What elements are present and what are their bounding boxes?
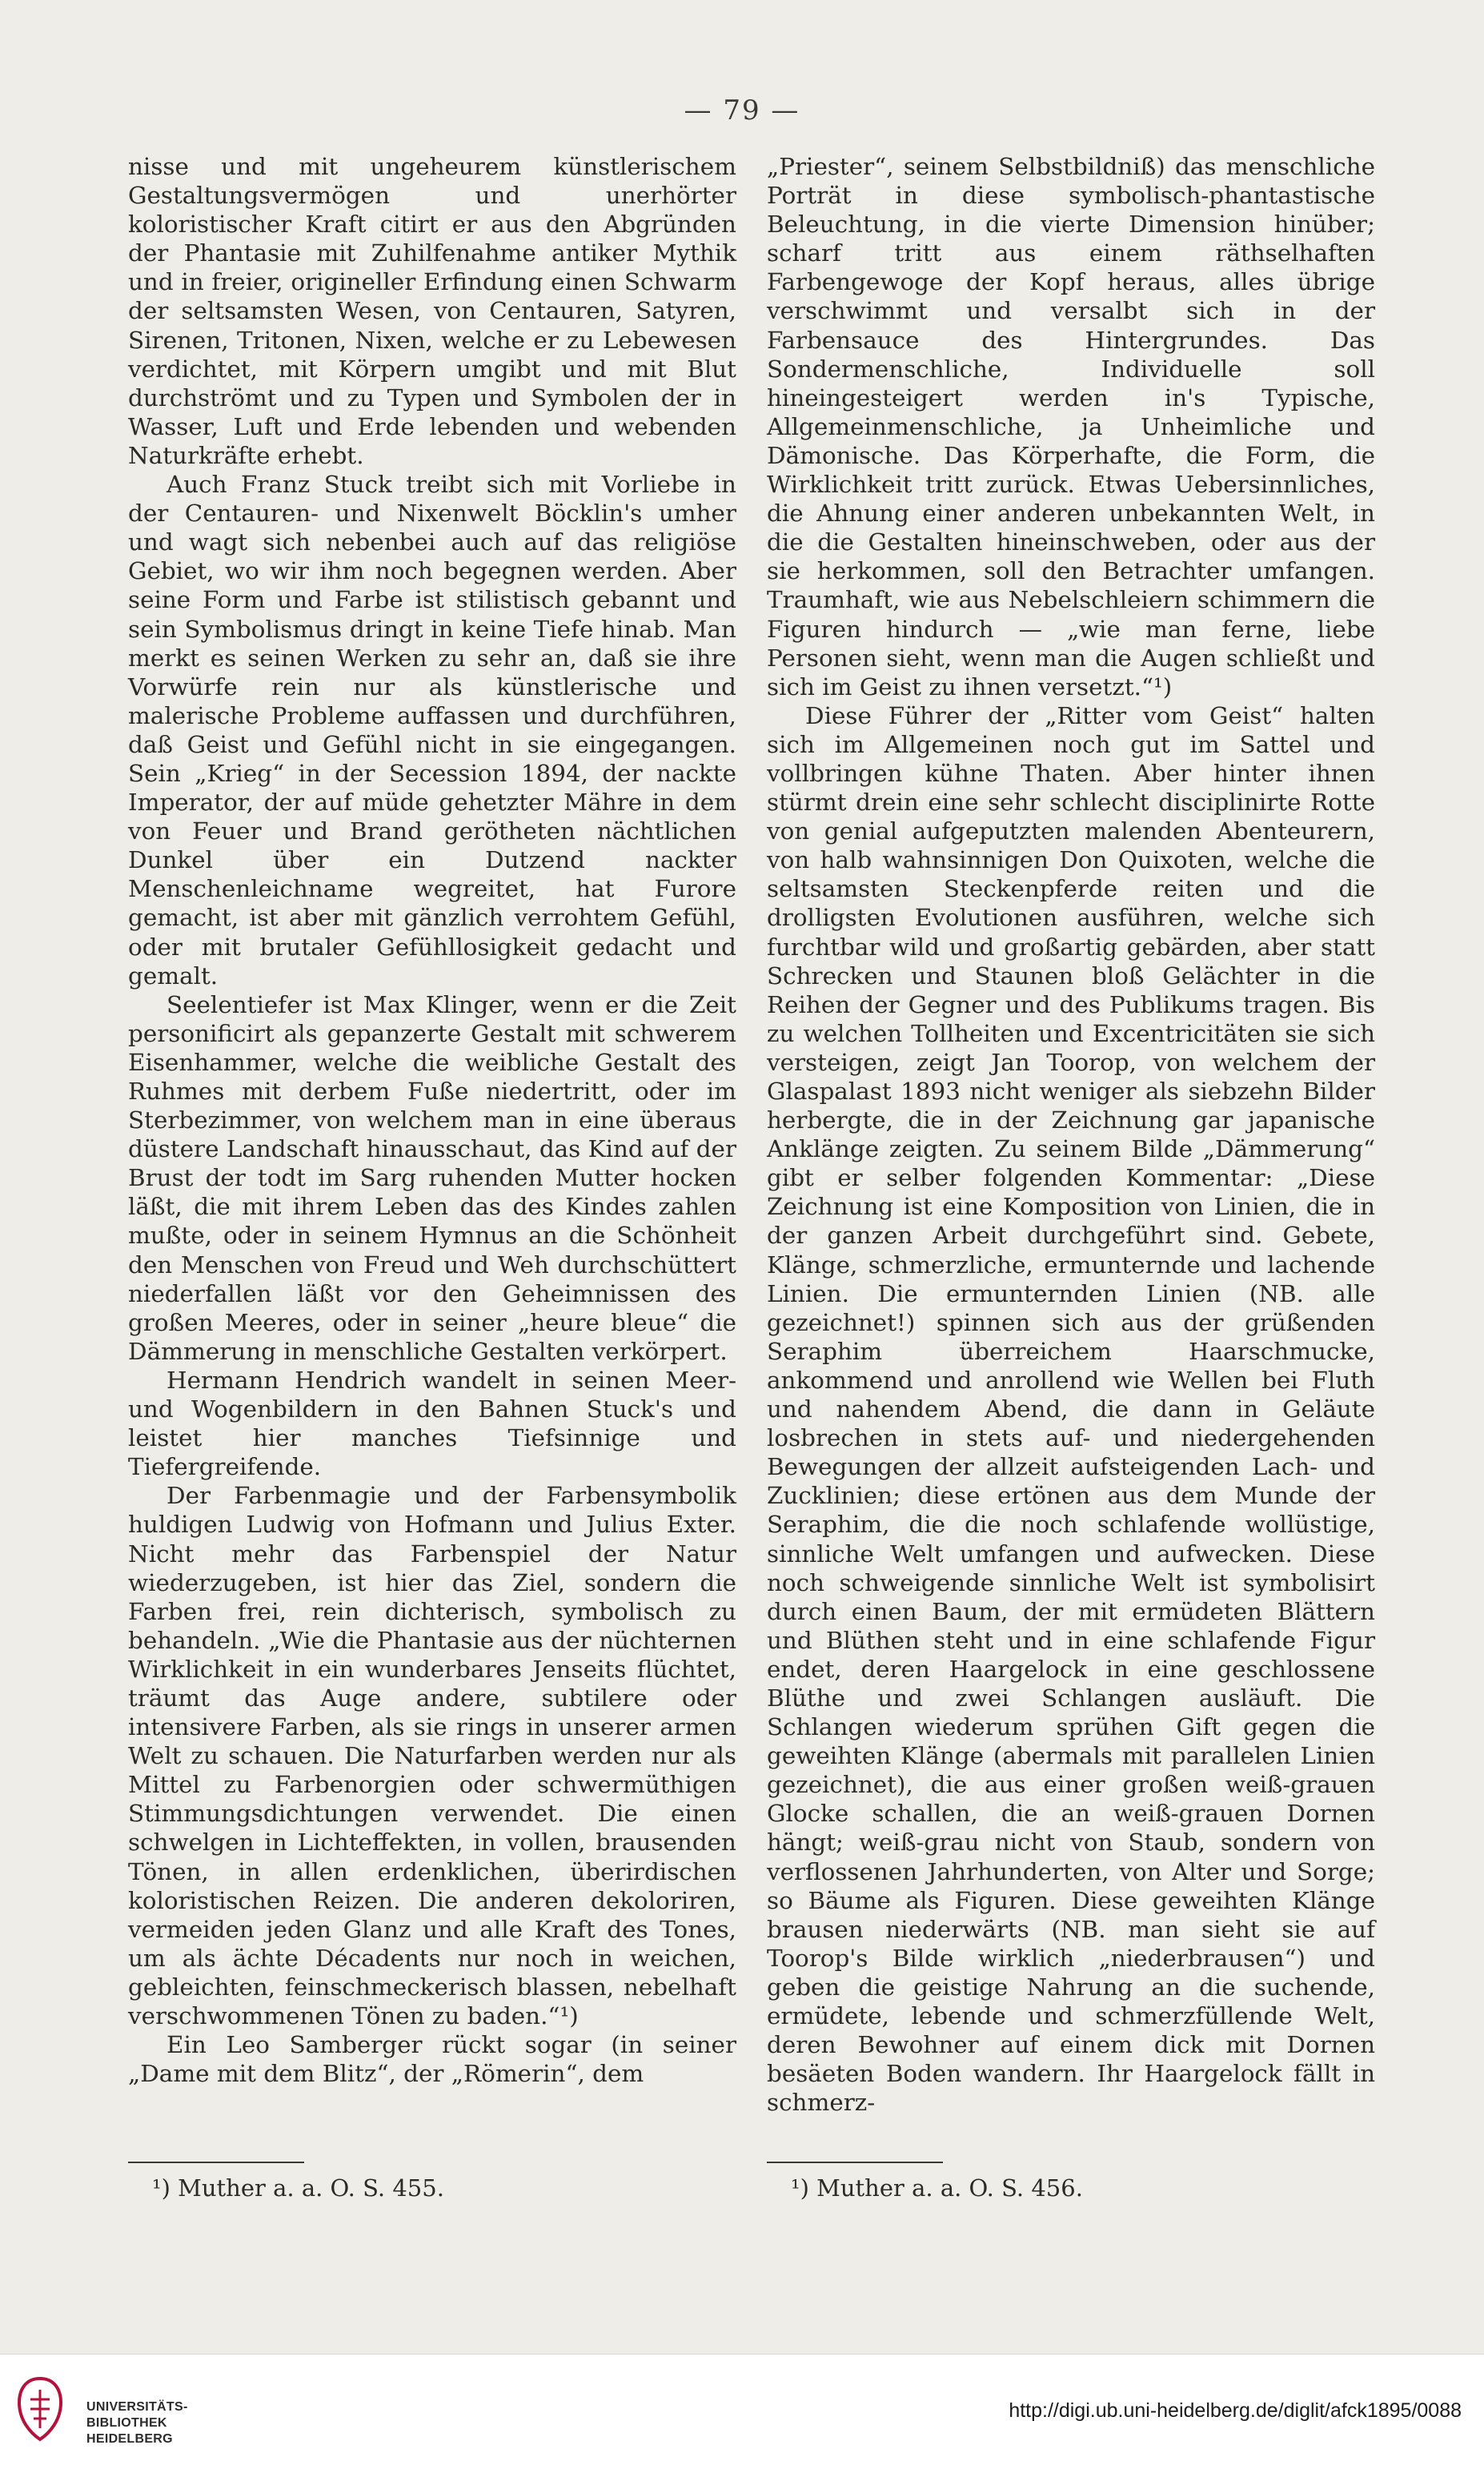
library-logo <box>14 2371 188 2451</box>
viewer-footer <box>0 2354 1484 2465</box>
library-seal-icon <box>14 2375 66 2443</box>
footnote-left: ¹) Muther a. a. O. S. 455. <box>152 2174 444 2202</box>
footnote-divider <box>767 2162 943 2163</box>
footnote-divider <box>128 2162 304 2163</box>
paragraph: Ein Leo Samberger rückt sogar (in seiner „Dame mit dem Blitz“, der „Römerin“, dem <box>128 2031 736 2088</box>
paragraph: Hermann Hendrich wandelt in seinen Meer- und Wogenbildern in den Bahnen Stuck's und leistet hier manches Tiefsinnige und Tiefergreifende. <box>128 1366 736 1481</box>
left-column <box>128 152 736 2088</box>
footnote-right: ¹) Muther a. a. O. S. 456. <box>791 2174 1083 2202</box>
library-name: UNIVERSITÄTS- BIBLIOTHEK HEIDELBERG <box>86 2400 188 2446</box>
page-number: — 79 — <box>684 94 800 126</box>
paragraph: Seelentiefer ist Max Klinger, wenn er die Zeit personificirt als gepanzerte Gestalt mit schwerem Eisenhammer, welche die weibliche Gestalt des Ruhmes mit derbem Fuße niedertritt, oder im Sterbezimmer, von welchem man in eine überaus düstere Landschaft hinausschaut, das Kind auf der Brust der todt im Sarg ruhenden Mutter hocken läßt, die mit ihrem Leben das des Kindes zahlen mußte, oder in seinem Hymnus an die Schönheit den Menschen von Freud und Weh durchschüttert niederfallen läßt vor den Geheimnissen des großen Meeres, oder in seiner „heure bleue“ die Dämmerung in menschliche Gestalten verkörpert. <box>128 990 736 1365</box>
paragraph: Diese Führer der „Ritter vom Geist“ halten sich im Allgemeinen noch gut im Sattel und vollbringen kühne Thaten. Aber hinter ihnen stürmt drein eine sehr schlecht disciplinirte Rotte von genial aufgeputzten malenden Abenteurern, von halb wahnsinnigen Don Quixoten, welche die seltsamsten Steckenpferde reiten und die drolligsten Evolutionen ausführen, welche sich furchtbar wild und großartig gebärden, aber statt Schrecken und Staunen bloß Gelächter in die Reihen der Gegner und des Publikums tragen. Bis zu welchen Tollheiten und Excentricitäten sie sich versteigen, zeigt Jan Toorop, von welchem der Glaspalast 1893 nicht weniger als siebzehn Bilder herbergte, die in der Zeichnung gar japanische Anklänge zeigten. Zu seinem Bilde „Dämmerung“ gibt er selber folgenden Kommentar: „Diese Zeichnung ist eine Komposition von Linien, die in der ganzen Arbeit durchgeführt sind. Gebete, Klänge, schmerzliche, ermunternde und lachende Linien. Die ermunternden Linien (NB. alle gezeichnet!) spinnen sich aus der grüßenden Seraphim überreichem Haarschmucke, ankommend und anrollend wie Wellen bei Fluth und nahendem Abend, die dann in Geläute losbrechen in stets auf- und niedergehenden Bewegungen der allzeit aufsteigenden Lach- und Zucklinien; diese ertönen aus dem Munde der Seraphim, die die noch schlafende wollüstige, sinnliche Welt umfangen und aufwecken. Diese noch schweigende sinnliche Welt ist symbolisirt durch einen Baum, der mit ermüdeten Blättern und Blüthen steht und in eine schlafende Figur endet, deren Haargelock in eine geschlossene Blüthe und zwei Schlangen ausläuft. Die Schlangen wiederum sprühen Gift gegen die geweihten Klänge (abermals mit parallelen Linien gezeichnet), die aus einer großen weiß-grauen Glocke schallen, die an weiß-grauen Dornen hängt; weiß-grau nicht von Staub, sondern von verflossenen Jahrhunderten, von Alter und Sorge; so Bäume als Figuren. Diese geweihten Klänge brausen niederwärts (NB. man sieht sie auf Toorop's Bilde wirklich „niederbrausen“) und geben die geistige Nahrung an die suchende, ermüdete, lebende und schmerzfüllende Welt, deren Bewohner auf einem dick mit Dornen besäeten Boden wandern. Ihr Haargelock fällt in schmerz- <box>767 701 1375 2117</box>
paragraph: „Priester“, seinem Selbstbildniß) das menschliche Porträt in diese symbolisch-phantastische Beleuchtung, in die vierte Dimension hinüber; scharf tritt aus einem räthselhaften Farbengewoge der Kopf heraus, alles übrige verschwimmt und versalbt sich in der Farbensauce des Hintergrundes. Das Sondermenschliche, Individuelle soll hineingesteigert werden in's Typische, Allgemeinmenschliche, ja Unheimliche und Dämonische. Das Körperhafte, die Form, die Wirklichkeit tritt zurück. Etwas Uebersinnliches, die Ahnung einer anderen unbekannten Welt, in die die Gestalten hineinschweben, oder aus der sie herkommen, soll den Betrachter umfangen. Traumhaft, wie aus Nebelschleiern schimmern die Figuren hindurch — „wie man ferne, liebe Personen sieht, wenn man die Augen schließt und sich im Geist zu ihnen versetzt.“¹) <box>767 153 1375 701</box>
paragraph: nisse und mit ungeheurem künstlerischem Gestaltungsvermögen und unerhörter koloristischer Kraft citirt er aus den Abgründen der Phantasie mit Zuhilfenahme antiker Mythik und in freier, origineller Erfindung einen Schwarm der seltsamsten Wesen, von Centauren, Satyren, Sirenen, Tritonen, Nixen, welche er zu Lebewesen verdichtet, mit Körpern umgibt und mit Blut durchströmt und zu Typen und Symbolen der in Wasser, Luft und Erde lebenden und webenden Naturkräfte erhebt. <box>128 153 736 469</box>
paragraph: Der Farbenmagie und der Farbensymbolik huldigen Ludwig von Hofmann und Julius Exter. Nicht mehr das Farbenspiel der Natur wiederzugeben, ist hier das Ziel, sondern die Farben frei, rein dichterisch, symbolisch zu behandeln. „Wie die Phantasie aus der nüchternen Wirklichkeit in ein wunderbares Jenseits flüchtet, träumt das Auge andere, subtilere oder intensivere Farben, als sie rings in unserer armen Welt zu schauen. Die Naturfarben werden nur als Mittel zu Farbenorgien oder schwermüthigen Stimmungsdichtungen verwendet. Die einen schwelgen in Lichteffekten, in vollen, brausenden Tönen, in allen erdenklichen, überirdischen koloristischen Reizen. Die anderen dekoloriren, vermeiden jeden Glanz und alle Kraft des Tones, um als ächte Décadents nur noch in weichen, gebleichten, feinschmeckerisch blassen, nebelhaft verschwommenen Tönen zu baden.“¹) <box>128 1482 736 2029</box>
paragraph: Auch Franz Stuck treibt sich mit Vorliebe in der Centauren- und Nixenwelt Böcklin's umher und wagt sich nebenbei auch auf das religiöse Gebiet, wo wir ihm noch begegnen werden. Aber seine Form und Farbe ist stilistisch gebannt und sein Symbolismus dringt in keine Tiefe hinab. Man merkt es seinen Werken zu sehr an, daß sie ihre Vorwürfe rein nur als künstlerische und malerische Probleme auffassen und durchführen, daß Geist und Gefühl nicht in sie eingegangen. Sein „Krieg“ in der Secession 1894, der nackte Imperator, der auf müde gehetzter Mähre in dem von Feuer und Brand gerötheten nächtlichen Dunkel über ein Dutzend nackter Menschenleichname wegreitet, hat Furore gemacht, ist aber mit gänzlich verrohtem Gefühl, oder mit brutaler Gefühllosigkeit gedacht und gemalt. <box>128 471 736 990</box>
right-column <box>767 152 1375 2117</box>
permalink-url[interactable]: http://digi.ub.uni-heidelberg.de/diglit/afck1895/0088 <box>1009 2399 1462 2422</box>
